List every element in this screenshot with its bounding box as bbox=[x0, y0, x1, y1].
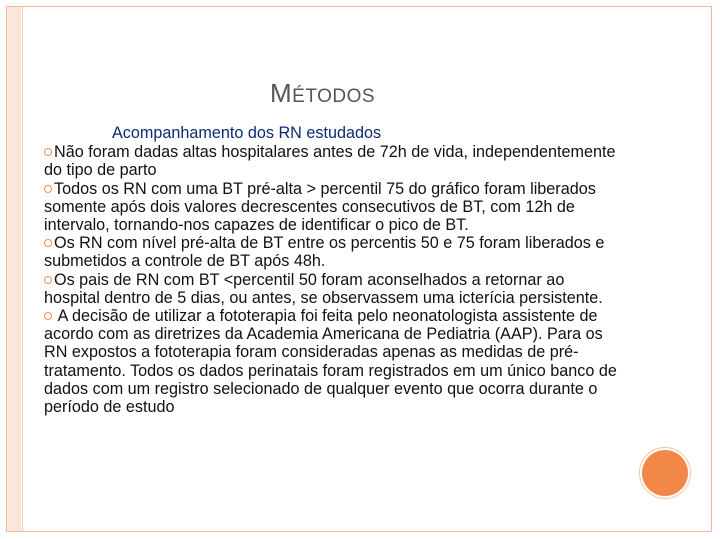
slide-subtitle: Acompanhamento dos RN estudados bbox=[112, 124, 382, 142]
circle-bullet-icon bbox=[44, 148, 52, 156]
left-band-divider bbox=[22, 7, 23, 531]
bullet-paragraph-1: Não foram dadas altas hospitalares antes de 72h de vida, independentemente do tipo de parto bbox=[44, 143, 616, 180]
decorative-orange-circle bbox=[642, 450, 688, 496]
circle-bullet-icon bbox=[44, 239, 52, 247]
slide-title: MÉTODOS bbox=[270, 78, 376, 108]
circle-bullet-icon bbox=[44, 276, 52, 284]
circle-bullet-icon bbox=[44, 312, 52, 320]
bullet-paragraph-3: Os RN com nível pré-alta de BT entre os percentis 50 e 75 foram liberados e submetidos a controle de BT após 48h. bbox=[44, 234, 605, 271]
bullet-paragraph-4: Os pais de RN com BT <percentil 50 foram aconselhados a retornar ao hospital dentro de 5 dias, ou antes, se observassem uma icterícia persistente. bbox=[44, 270, 603, 307]
circle-bullet-icon bbox=[44, 185, 52, 193]
bullet-paragraph-5: A decisão de utilizar a fototerapia foi feita pelo neonatologista assistente de acordo com as diretrizes da Academia Americana de Pediatria (AAP). Para os RN expostos a fototerapia foram consideradas apenas as medidas de pré-tratamento. Todos os dados perinatais foram registrados em um único banco de dados com um registro selecionado de qualquer evento que ocorra durante o período de estudo bbox=[44, 307, 617, 417]
slide-body bbox=[44, 124, 624, 416]
bullet-paragraph-2: Todos os RN com uma BT pré-alta > percentil 75 do gráfico foram liberados somente após dois valores decrescentes consecutivos de BT, com 12h de intervalo, tornando-nos capazes de identificar o pico de BT. bbox=[44, 179, 596, 235]
left-decorative-band bbox=[7, 7, 21, 531]
